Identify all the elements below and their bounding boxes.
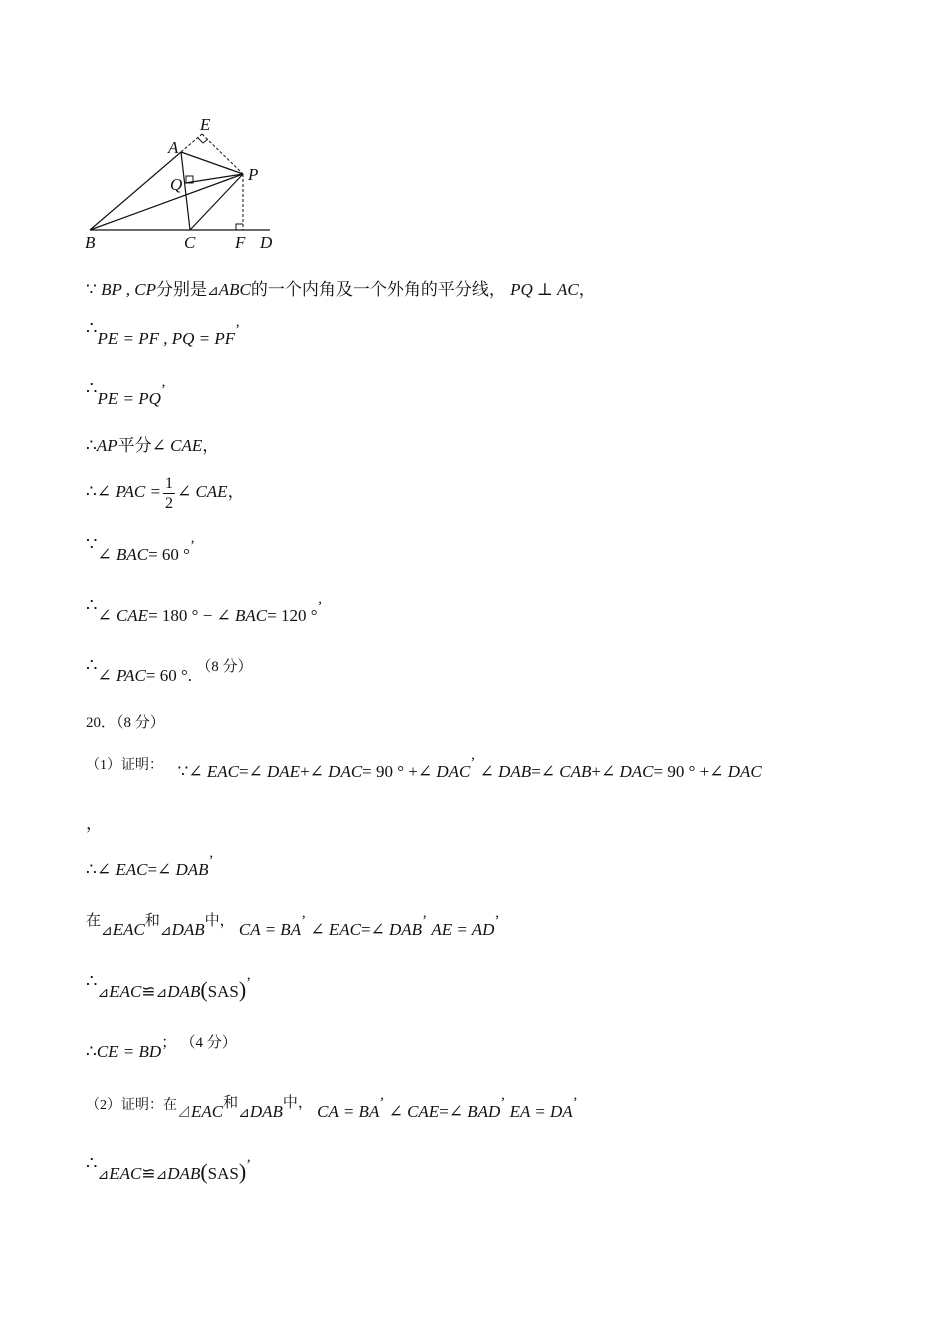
therefore-symbol: ∴ [86,378,98,398]
math-ca-ba: CA = BA [317,1102,380,1121]
therefore-symbol: ∴ [86,1153,98,1173]
comma: ’ [160,382,166,398]
geometry-figure [82,112,292,254]
segment-ae-dashed [181,134,202,152]
paren-open: ( [200,1159,208,1184]
segment-ep-dashed [202,134,243,174]
proof-line-10 [86,755,762,786]
triangle-symbol: ⊿ [159,924,172,939]
score-note: （8 分） [196,659,253,675]
comma: ’ [235,322,241,338]
label-a: A [168,138,179,157]
congruent-symbol: ≌ [141,1164,156,1183]
problem-number: 20．（8 分） [86,715,165,731]
math-angle-dae: ∠ DAE [248,762,301,781]
comma: ’ [470,755,476,771]
text: 和 [144,913,160,929]
math-angle-pac: ∠ PAC [97,666,146,685]
segment-ap [181,152,243,174]
math-ap: AP [96,436,118,455]
proof-line-16 [86,1095,578,1126]
comma: ’ [422,913,428,929]
text: 和 [223,1095,239,1111]
math-angle-eac: ∠ EAC [96,860,148,879]
proof-line-1 [86,278,596,304]
math-angle-cae: ∠ CAE [388,1102,440,1121]
triangle-symbol: ⊿ [155,1168,168,1183]
math-eac: EAC [109,982,142,1001]
proof-line-2 [86,318,241,352]
therefore-symbol: ∴ [86,482,97,501]
comma: ’ [494,913,500,929]
proof-line-17 [86,1153,252,1188]
math-ae-ad: AE = AD [431,920,495,939]
text: 分别是 [156,280,208,299]
math-pe-pq: PE = PQ [97,389,161,408]
triangle-symbol: ⊿ [155,986,168,1001]
right-angle-f [236,224,243,230]
period: . [187,666,193,685]
segment-ba [90,152,181,230]
math-dab: DAB [171,920,205,939]
math-angle-cae: ∠ CAE [151,436,203,455]
proof-line-6 [86,534,195,568]
plus: + [300,762,310,781]
math-dab: DAB [167,1164,201,1183]
triangle-symbol: ⊿ [177,1106,191,1121]
math-ca-ba: CA = BA [238,920,302,939]
math-value: = 90 ° + [653,762,710,781]
because-symbol: ∵ [177,762,189,781]
comma: ’ [246,975,252,991]
math-value: = 120 ° [267,606,318,625]
proof-line-8 [86,655,253,689]
comma: ’ [500,1095,506,1111]
math-angle-bac: ∠ BAC [97,545,149,564]
triangle-symbol: ⊿ [207,284,219,299]
math-value: = 60 ° [145,666,188,685]
label-f: F [235,233,246,252]
math-dab: DAB [167,982,201,1001]
math-value: = 60 ° [148,545,190,564]
math-angle-dac: ∠ DAC [417,762,471,781]
text: 中， [204,913,235,929]
text: 在 [86,913,102,929]
equals: = [238,762,249,781]
triangle-symbol: ⊿ [97,986,110,1001]
proof-line-5 [86,470,245,514]
math-angle-eac: ∠ EAC [188,762,239,781]
paren-close: ) [238,977,247,1002]
label-d: D [260,233,273,252]
comma: ’ [189,538,195,554]
comma: ’ [246,1157,252,1173]
congruent-symbol: ≌ [141,982,156,1001]
therefore-symbol: ∴ [86,1042,97,1061]
proof-line-12 [86,853,214,883]
therefore-symbol: ∴ [86,436,97,455]
segment-qp [185,174,243,183]
math-ea-da: EA = DA [509,1102,573,1121]
text: 的一个内角及一个外角的平分线， [250,280,506,299]
comma: ’ [572,1095,578,1111]
comma: ’ [379,1095,385,1111]
math-eac: EAC [109,1164,142,1183]
segment-cp [190,174,243,230]
score-note: （4 分） [180,1035,237,1051]
sas-text: SAS [207,982,239,1001]
math-angle-dab: ∠ DAB [479,762,532,781]
math-value: = 180 ° − [148,606,217,625]
text: 平分 [117,436,152,455]
equals: = [147,860,158,879]
comma: ， [86,814,103,833]
text: ， [227,482,245,501]
semicolon: ； [161,1035,177,1051]
math-angle-pac: ∠ PAC = [96,482,161,501]
proof-line-7 [86,595,323,629]
plus: + [591,762,601,781]
text: ， [202,436,220,455]
segment-bp [90,174,243,230]
comma: ’ [317,599,323,615]
therefore-symbol: ∴ [86,971,98,991]
text: 中， [282,1095,313,1111]
math-value: = 90 ° + [362,762,418,781]
comma: ’ [301,913,307,929]
numerator: 1 [164,474,173,492]
label-b: B [85,233,96,252]
segment-ac [181,152,190,230]
paren-close: ) [238,1159,247,1184]
denominator: 2 [164,494,173,512]
math-eac: EAC [191,1102,224,1121]
triangle-symbol: ⊿ [97,1168,110,1183]
equals: = [360,920,371,939]
math-angle-bac: ∠ BAC [216,606,268,625]
math-ce-bd: CE = BD [96,1042,162,1061]
proof-line-11 [86,812,103,836]
equals: = [439,1102,449,1121]
label-e: E [200,115,211,134]
math-angle-cab: ∠ CAB [540,762,592,781]
proof-line-3 [86,378,166,412]
math-bp-cp: BP , CP [101,280,157,299]
math-angle-dab: ∠ DAB [157,860,209,879]
problem-heading-20 [86,711,165,735]
math-angle-dac: ∠ DAC [601,762,654,781]
therefore-symbol: ∴ [86,860,97,879]
math-angle-cae: ∠ CAE [176,482,228,501]
part-label: （1）证明： [86,758,163,773]
therefore-symbol: ∴ [86,655,98,675]
math-angle-dac: ∠ DAC [709,762,762,781]
proof-line-15 [86,1035,237,1065]
text: ， [578,280,596,299]
math-angle-eac: ∠ EAC [310,920,361,939]
triangle-symbol: ⊿ [101,924,113,939]
triangle-symbol: ⊿ [238,1106,250,1121]
comma: ’ [208,853,214,869]
proof-line-14 [86,971,252,1006]
fraction-one-half [163,474,175,513]
therefore-symbol: ∴ [86,595,98,615]
proof-line-13 [86,913,500,944]
label-p: P [248,165,259,184]
math-angle-dac: ∠ DAC [309,762,363,781]
equals: = [531,762,541,781]
because-symbol: ∵ [86,534,98,554]
label-c: C [184,233,196,252]
math-angle-dab: ∠ DAB [370,920,423,939]
math-pe-pf-pq-pf: PE = PF , PQ = PF [97,329,236,348]
math-angle-bad: ∠ BAD [448,1102,501,1121]
part-label: （2）证明：在 [86,1098,177,1113]
sas-text: SAS [207,1164,239,1183]
proof-line-4 [86,434,219,458]
because-symbol: ∵ [86,280,97,299]
math-angle-cae: ∠ CAE [97,606,149,625]
label-q: Q [170,175,183,194]
math-abc: ABC [218,280,251,299]
math-dab: DAB [249,1102,283,1121]
math-eac: EAC [112,920,145,939]
math-pq-perp-ac: PQ ⊥ AC [510,280,579,299]
therefore-symbol: ∴ [86,318,98,338]
paren-open: ( [200,977,208,1002]
